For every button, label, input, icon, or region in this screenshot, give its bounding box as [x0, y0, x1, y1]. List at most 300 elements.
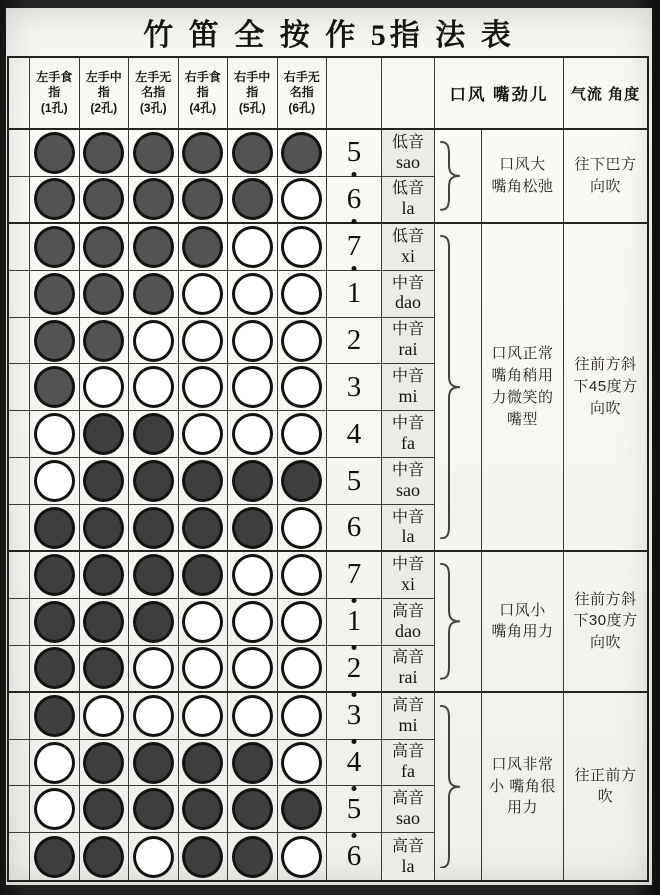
fingering-table — [7, 56, 649, 882]
group-brace-icon — [439, 235, 463, 539]
hole-cell — [228, 786, 278, 833]
note-name: xi — [400, 245, 415, 266]
header-finger-line: 指 — [48, 85, 61, 100]
header-finger-line: 指 — [196, 85, 209, 100]
hole-cell — [80, 411, 130, 458]
hole-cell — [80, 130, 130, 177]
hole-open-circle — [83, 366, 124, 408]
group-mouth-line: 力微笑的 — [491, 388, 554, 406]
row-spacer-cell — [9, 786, 30, 833]
header-finger-line: (6孔) — [288, 100, 316, 115]
note-number-cell — [327, 224, 382, 271]
hole-cell — [30, 364, 80, 411]
hole-covered-circle — [34, 554, 75, 596]
hole-open-circle — [232, 273, 273, 315]
note-number-digit: 5 — [346, 792, 362, 825]
hole-covered-circle — [182, 788, 223, 830]
group-air-line: 往前方斜 — [574, 356, 637, 374]
hole-cell — [278, 740, 328, 787]
note-number-cell — [327, 740, 382, 787]
note-register: 高音 — [391, 837, 424, 855]
group-air-line: 往正前方 — [574, 766, 637, 784]
chart-title: 竹 笛 全 按 作 5指 法 表 — [143, 19, 515, 52]
hole-open-circle — [281, 320, 322, 362]
note-number — [347, 138, 362, 167]
note-register: 低音 — [391, 133, 424, 151]
note-number-digit: 2 — [346, 651, 362, 684]
group-air-cell-3 — [564, 552, 647, 693]
hole-covered-circle — [83, 226, 124, 268]
note-name-cell — [382, 552, 435, 599]
hole-cell — [278, 786, 328, 833]
note-number-cell — [327, 177, 382, 224]
octave-dot-below — [352, 266, 357, 271]
hole-cell — [129, 458, 179, 505]
hole-open-circle — [83, 695, 124, 737]
note-name: fa — [401, 761, 415, 782]
hole-cell — [228, 130, 278, 177]
header-finger-line: (3孔) — [139, 100, 167, 115]
hole-open-circle — [133, 695, 174, 737]
hole-cell — [179, 364, 229, 411]
hole-open-circle — [232, 601, 273, 643]
note-number-cell — [327, 130, 382, 177]
hole-cell — [179, 552, 229, 599]
note-number-digit: 4 — [346, 417, 362, 450]
hole-covered-circle — [83, 742, 124, 784]
hole-cell — [228, 740, 278, 787]
group-air-line: 往前方斜 — [574, 590, 637, 608]
header-finger-line: 名指 — [289, 85, 314, 100]
hole-cell — [80, 786, 130, 833]
hole-covered-circle — [34, 273, 75, 315]
header-finger-3 — [129, 58, 179, 130]
hole-cell — [228, 224, 278, 271]
octave-dot-above — [352, 833, 357, 838]
hole-covered-circle — [182, 460, 223, 502]
hole-covered-circle — [34, 226, 75, 268]
hole-cell — [278, 458, 328, 505]
note-number — [347, 279, 362, 308]
hole-open-circle — [281, 647, 322, 689]
hole-covered-circle — [34, 695, 75, 737]
hole-covered-circle — [232, 836, 273, 878]
note-name: dao — [395, 620, 421, 641]
header-finger-line: 左手无 — [135, 69, 172, 84]
octave-dot-below — [352, 219, 357, 224]
hole-covered-circle — [34, 507, 75, 549]
hole-cell — [129, 693, 179, 740]
note-number-cell — [327, 505, 382, 552]
hole-cell — [179, 740, 229, 787]
note-number-digit: 5 — [346, 464, 362, 497]
hole-cell — [278, 599, 328, 646]
octave-dot-above — [352, 739, 357, 744]
note-number-cell — [327, 833, 382, 880]
note-number — [346, 792, 362, 825]
header-finger-line: (4孔) — [189, 100, 217, 115]
hole-cell — [80, 177, 130, 224]
note-number-cell — [327, 552, 382, 599]
header-finger-2 — [80, 58, 130, 130]
hole-covered-circle — [34, 836, 75, 878]
hole-open-circle — [232, 413, 273, 455]
note-name-cell — [382, 599, 435, 646]
header-finger-line: (2孔) — [90, 100, 118, 115]
hole-covered-circle — [83, 460, 124, 502]
hole-covered-circle — [133, 413, 174, 455]
hole-cell — [278, 693, 328, 740]
group-bracket-cell — [435, 552, 482, 693]
hole-cell — [179, 318, 229, 365]
hole-cell — [129, 833, 179, 880]
hole-cell — [80, 364, 130, 411]
header-mouth-label: 口风 嘴劲儿 — [435, 58, 564, 130]
hole-covered-circle — [182, 554, 223, 596]
group-mouth-line: 口风小 — [499, 601, 546, 619]
note-name-cell — [382, 693, 435, 740]
hole-open-circle — [133, 647, 174, 689]
hole-covered-circle — [133, 742, 174, 784]
hole-cell — [179, 458, 229, 505]
hole-cell — [129, 646, 179, 693]
octave-dot-above — [352, 598, 357, 603]
row-spacer-cell — [9, 411, 30, 458]
hole-covered-circle — [83, 132, 124, 174]
group-air-line: 向吹 — [589, 634, 621, 652]
hole-cell — [228, 411, 278, 458]
group-mouth-line: 嘴角松弛 — [491, 177, 554, 195]
note-register: 中音 — [391, 274, 424, 292]
note-name-cell — [382, 130, 435, 177]
header-spacer-cell — [9, 58, 30, 130]
hole-open-circle — [281, 601, 322, 643]
hole-open-circle — [182, 413, 223, 455]
note-name: sao — [396, 480, 420, 501]
row-spacer-cell — [9, 271, 30, 318]
hole-covered-circle — [133, 601, 174, 643]
row-spacer-cell — [9, 364, 30, 411]
header-finger-1 — [30, 58, 80, 130]
hole-open-circle — [182, 647, 223, 689]
note-register: 中音 — [391, 555, 424, 573]
note-number-digit: 1 — [346, 605, 362, 638]
hole-cell — [278, 177, 328, 224]
hole-cell — [228, 364, 278, 411]
hole-cell — [30, 224, 80, 271]
note-number-cell — [327, 693, 382, 740]
note-number — [347, 560, 362, 589]
hole-cell — [179, 693, 229, 740]
hole-cell — [129, 411, 179, 458]
hole-covered-circle — [232, 460, 273, 502]
note-name: rai — [398, 339, 418, 360]
group-bracket-cell — [435, 224, 482, 552]
note-register: 高音 — [391, 743, 424, 761]
group-air-cell-2 — [564, 224, 647, 552]
hole-covered-circle — [34, 366, 75, 408]
group-bracket-cell — [435, 130, 482, 224]
group-air-line: 吹 — [597, 788, 614, 806]
hole-cell — [228, 552, 278, 599]
hole-open-circle — [232, 554, 273, 596]
note-name: mi — [398, 386, 418, 407]
row-spacer-cell — [9, 458, 30, 505]
hole-cell — [129, 130, 179, 177]
note-number-cell — [327, 599, 382, 646]
hole-cell — [278, 411, 328, 458]
group-air-line: 往下巴方 — [574, 156, 637, 174]
note-number-digit: 1 — [346, 277, 362, 310]
hole-open-circle — [232, 366, 273, 408]
note-name-cell — [382, 271, 435, 318]
row-spacer-cell — [9, 646, 30, 693]
hole-open-circle — [281, 366, 322, 408]
octave-dot-above — [352, 645, 357, 650]
group-air-line: 向吹 — [589, 399, 621, 417]
hole-open-circle — [232, 647, 273, 689]
note-name: sao — [396, 151, 420, 172]
hole-cell — [278, 271, 328, 318]
octave-dot-above — [352, 692, 357, 697]
row-spacer-cell — [9, 599, 30, 646]
row-spacer-cell — [9, 740, 30, 787]
hole-covered-circle — [34, 647, 75, 689]
hole-covered-circle — [133, 178, 174, 220]
note-register: 中音 — [391, 415, 424, 433]
group-air-cell-1 — [564, 130, 647, 224]
group-mouth-cell-4 — [482, 693, 564, 881]
hole-covered-circle — [133, 132, 174, 174]
note-number — [347, 513, 362, 542]
hole-covered-circle — [83, 647, 124, 689]
note-number-digit: 3 — [346, 370, 362, 403]
note-number-cell — [327, 646, 382, 693]
header-finger-line: 指 — [97, 85, 110, 100]
note-number-digit: 3 — [346, 699, 362, 732]
hole-cell — [80, 552, 130, 599]
note-number — [346, 182, 362, 215]
note-register: 中音 — [391, 508, 424, 526]
hole-open-circle — [182, 366, 223, 408]
group-bracket-cell — [435, 693, 482, 881]
group-mouth-line: 口风大 — [499, 156, 546, 174]
hole-open-circle — [34, 742, 75, 784]
hole-covered-circle — [232, 132, 273, 174]
note-number — [347, 607, 362, 636]
hole-cell — [30, 271, 80, 318]
note-register: 高音 — [391, 790, 424, 808]
hole-cell — [80, 458, 130, 505]
group-air-line: 下30度方 — [573, 612, 638, 630]
hole-covered-circle — [133, 788, 174, 830]
hole-cell — [129, 552, 179, 599]
hole-open-circle — [281, 836, 322, 878]
note-number-cell — [327, 786, 382, 833]
header-note-cell — [382, 58, 435, 130]
hole-cell — [80, 271, 130, 318]
hole-cell — [228, 599, 278, 646]
note-register: 中音 — [391, 462, 424, 480]
row-spacer-cell — [9, 833, 30, 880]
hole-covered-circle — [133, 507, 174, 549]
hole-covered-circle — [133, 273, 174, 315]
hole-covered-circle — [182, 742, 223, 784]
note-number-cell — [327, 411, 382, 458]
hole-covered-circle — [83, 413, 124, 455]
group-brace-icon — [439, 141, 463, 211]
row-spacer-cell — [9, 130, 30, 177]
note-name: sao — [396, 808, 420, 829]
note-name-cell — [382, 224, 435, 271]
note-name-cell — [382, 786, 435, 833]
hole-open-circle — [281, 742, 322, 784]
note-name-cell — [382, 411, 435, 458]
hole-open-circle — [133, 320, 174, 362]
hole-covered-circle — [232, 178, 273, 220]
hole-cell — [80, 646, 130, 693]
hole-cell — [30, 318, 80, 365]
hole-covered-circle — [232, 742, 273, 784]
note-name: dao — [395, 292, 421, 313]
hole-cell — [228, 833, 278, 880]
note-number-digit: 6 — [346, 511, 362, 544]
note-register: 中音 — [391, 321, 424, 339]
note-name: la — [401, 198, 415, 219]
hole-cell — [129, 505, 179, 552]
hole-cell — [278, 552, 328, 599]
hole-open-circle — [281, 507, 322, 549]
note-number — [347, 701, 362, 730]
hole-covered-circle — [182, 507, 223, 549]
hole-covered-circle — [182, 178, 223, 220]
row-spacer-cell — [9, 177, 30, 224]
note-number-digit: 6 — [346, 840, 362, 873]
hole-open-circle — [182, 601, 223, 643]
hole-covered-circle — [34, 601, 75, 643]
hole-cell — [30, 786, 80, 833]
hole-covered-circle — [83, 273, 124, 315]
hole-cell — [30, 458, 80, 505]
hole-cell — [278, 646, 328, 693]
note-number-cell — [327, 318, 382, 365]
note-number-digit: 6 — [346, 182, 362, 215]
hole-cell — [80, 833, 130, 880]
hole-cell — [228, 458, 278, 505]
chart-paper — [6, 8, 652, 885]
header-finger-line: 右手无 — [283, 69, 320, 84]
note-name: xi — [400, 573, 415, 594]
hole-cell — [278, 364, 328, 411]
hole-covered-circle — [281, 132, 322, 174]
hole-cell — [179, 130, 229, 177]
note-register: 低音 — [391, 180, 424, 198]
hole-open-circle — [281, 695, 322, 737]
group-mouth-cell-3 — [482, 552, 564, 693]
hole-open-circle — [133, 366, 174, 408]
hole-cell — [129, 786, 179, 833]
note-register: 高音 — [391, 602, 424, 620]
note-name-cell — [382, 833, 435, 880]
group-mouth-line: 嘴型 — [506, 410, 538, 428]
note-number — [347, 326, 362, 355]
hole-cell — [129, 740, 179, 787]
hole-open-circle — [34, 460, 75, 502]
group-air-line: 向吹 — [589, 177, 621, 195]
note-name-cell — [382, 458, 435, 505]
hole-covered-circle — [34, 178, 75, 220]
group-mouth-line: 用力 — [506, 799, 538, 817]
note-name-cell — [382, 646, 435, 693]
hole-cell — [80, 693, 130, 740]
hole-cell — [129, 177, 179, 224]
hole-cell — [228, 505, 278, 552]
note-number — [346, 464, 362, 497]
hole-cell — [80, 318, 130, 365]
hole-cell — [129, 224, 179, 271]
group-air-cell-4 — [564, 693, 647, 881]
hole-cell — [30, 740, 80, 787]
note-number-cell — [327, 271, 382, 318]
note-register: 中音 — [391, 368, 424, 386]
hole-cell — [228, 646, 278, 693]
group-mouth-line: 口风正常 — [491, 345, 554, 363]
hole-cell — [80, 599, 130, 646]
hole-open-circle — [34, 413, 75, 455]
group-mouth-line: 口风非常 — [491, 755, 554, 773]
hole-cell — [179, 833, 229, 880]
note-name-cell — [382, 177, 435, 224]
header-finger-line: (1孔) — [40, 100, 68, 115]
note-number-digit: 2 — [346, 324, 362, 356]
note-name: la — [401, 526, 415, 547]
hole-cell — [179, 177, 229, 224]
header-finger-6 — [278, 58, 328, 130]
hole-covered-circle — [34, 320, 75, 362]
hole-cell — [179, 271, 229, 318]
note-number — [347, 232, 362, 261]
hole-cell — [30, 552, 80, 599]
hole-open-circle — [281, 226, 322, 268]
group-mouth-line: 嘴角用力 — [491, 623, 554, 641]
hole-cell — [30, 646, 80, 693]
hole-cell — [278, 318, 328, 365]
note-number-digit: 7 — [346, 558, 362, 591]
group-mouth-line: 嘴角稍用 — [491, 367, 554, 385]
hole-covered-circle — [281, 460, 322, 502]
group-mouth-line: 小 嘴角很 — [489, 777, 556, 795]
hole-open-circle — [34, 788, 75, 830]
hole-cell — [179, 505, 229, 552]
hole-covered-circle — [133, 460, 174, 502]
group-mouth-cell-2 — [482, 224, 564, 552]
hole-covered-circle — [83, 320, 124, 362]
hole-open-circle — [281, 273, 322, 315]
octave-dot-below — [352, 172, 357, 177]
hole-cell — [129, 318, 179, 365]
row-spacer-cell — [9, 552, 30, 599]
row-spacer-cell — [9, 224, 30, 271]
hole-open-circle — [232, 695, 273, 737]
hole-open-circle — [281, 554, 322, 596]
hole-cell — [80, 505, 130, 552]
hole-cell — [278, 505, 328, 552]
hole-open-circle — [232, 226, 273, 268]
note-register: 高音 — [391, 649, 424, 667]
note-number — [346, 651, 362, 684]
group-mouth-cell-1 — [482, 130, 564, 224]
note-number — [347, 842, 362, 871]
